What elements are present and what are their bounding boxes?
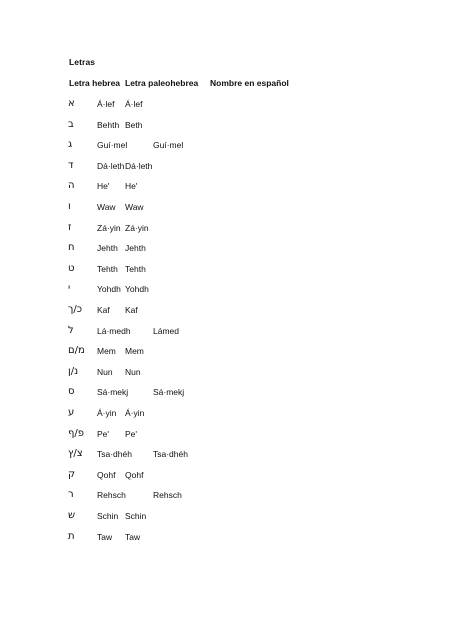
hebrew-letter: פ/ף [68,427,85,439]
hebrew-letter: כ/ך [68,304,83,315]
table-row [0,428,474,442]
hebrew-letter: ס [68,386,75,398]
table-row [0,119,474,133]
table-row [0,242,474,256]
paleohebrew-name: Guí·mel [153,140,184,151]
letter-name: Á·lef [97,99,115,109]
letter-name: Dá·leth [97,160,125,171]
letter-name: Nun [97,366,113,377]
hebrew-letter: א [68,98,75,109]
paleohebrew-name: Á·lef [125,99,143,109]
paleohebrew-name: Qohf [125,469,144,480]
paleohebrew-name: Pe' [125,428,138,439]
letter-name: Guí·mel [97,140,128,151]
letter-name: Tehth [97,263,118,274]
paleohebrew-name: Kaf [125,305,138,315]
letter-name: Kaf [97,305,110,315]
letter-name: He' [97,181,110,192]
paleohebrew-name: Beth [125,119,143,130]
letter-name: Jehth [97,243,118,254]
letter-name: Rehsch [97,490,126,501]
header-hebrew-letter: Letra hebrea [69,78,121,88]
paleohebrew-name: Tsa·dhéh [153,449,188,460]
paleohebrew-name: Tehth [125,263,146,274]
letter-name: Á·yin [97,408,117,418]
paleohebrew-name: Dá·leth [125,160,153,171]
table-row [0,160,474,174]
letter-name: Taw [97,531,113,542]
table-row [0,180,474,194]
paleohebrew-name: Waw [125,202,144,212]
hebrew-letter: ש [68,510,76,521]
hebrew-letter: ח [68,242,75,254]
paleohebrew-name: Zá·yin [125,222,149,233]
paleohebrew-name: Á·yin [125,408,145,418]
hebrew-letter: ו [68,201,71,212]
table-row [0,531,474,545]
header-paleohebrew-letter: Letra paleohebrea [125,78,199,88]
letter-name: Behth [97,119,120,130]
table-row [0,201,474,215]
hebrew-letter: ת [68,530,75,542]
hebrew-letter: ד [68,159,74,171]
table-row [0,448,474,462]
hebrew-letter: נ/ן [68,365,79,377]
paleohebrew-name: Rehsch [153,490,182,501]
table-row [0,283,474,297]
hebrew-letter: ג [68,139,73,151]
table-row [0,222,474,236]
hebrew-letter: ע [68,407,75,418]
hebrew-letter: ט [68,262,75,274]
hebrew-letter: ר [68,489,74,501]
letter-name: Mem [97,346,116,357]
paleohebrew-name: Lámed [153,325,179,336]
table-row [0,469,474,483]
paleohebrew-name: Yohdh [125,284,149,295]
hebrew-letter: ז [68,221,72,233]
paleohebrew-name: Schin [125,511,147,521]
hebrew-letter: ב [68,118,74,130]
hebrew-letter: צ/ץ [68,448,83,460]
paleohebrew-name: He' [125,181,138,192]
hebrew-letter: ה [68,180,75,192]
paleohebrew-name: Nun [125,366,141,377]
letter-name: Waw [97,202,116,212]
hebrew-letter: מ/ם [68,345,85,357]
paleohebrew-name: Jehth [125,243,146,254]
hebrew-letter: ל [68,324,74,336]
table-row [0,263,474,277]
table-row [0,407,474,421]
table-row [0,139,474,153]
table-row [0,304,474,318]
letter-name: Yohdh [97,284,121,295]
document-title: Letras [69,57,96,67]
letter-name: Zá·yin [97,222,121,233]
paleohebrew-name: Mem [125,346,144,357]
letter-name: Qohf [97,469,116,480]
paleohebrew-name: Sá·mekj [153,387,185,398]
table-row [0,510,474,524]
table-row [0,345,474,359]
header-spanish-name: Nombre en español [210,78,289,88]
letter-name: Pe' [97,428,110,439]
table-row [0,366,474,380]
table-row [0,489,474,503]
table-row [0,386,474,400]
table-row [0,98,474,112]
letter-name: Sá·mekj [97,387,129,398]
letter-name: Tsa·dhéh [97,449,132,460]
paleohebrew-name: Taw [125,531,141,542]
letter-name: Schin [97,511,119,521]
hebrew-letter: ק [68,468,76,480]
hebrew-letter: י [68,283,71,295]
table-row [0,325,474,339]
letter-name: Lá·medh [97,325,131,336]
